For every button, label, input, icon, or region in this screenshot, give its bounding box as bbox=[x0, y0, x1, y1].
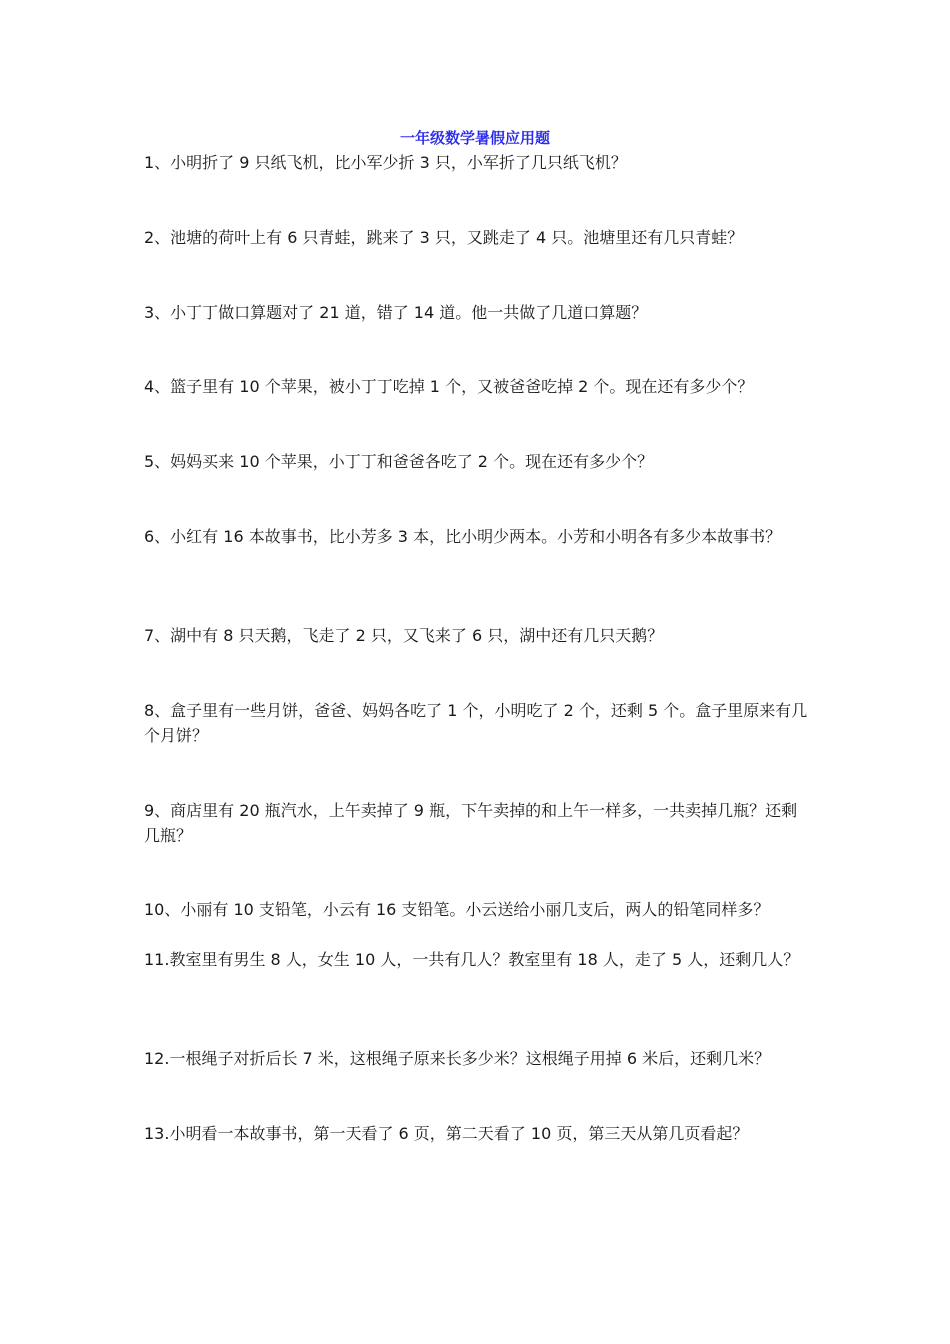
question-5: 5、妈妈买来 10 个苹果，小丁丁和爸爸各吃了 2 个。现在还有多少个？ bbox=[144, 452, 654, 471]
question-9: 9、商店里有 20 瓶汽水，上午卖掉了 9 瓶，下午卖掉的和上午一样多，一共卖掉几瓶？还剩几瓶？ bbox=[144, 801, 798, 845]
question-6: 6、小红有 16 本故事书，比小芳多 3 本，比小明少两本。小芳和小明各有多少本故事书？ bbox=[144, 527, 782, 546]
question-4: 4、篮子里有 10 个苹果，被小丁丁吃掉 1 个，又被爸爸吃掉 2 个。现在还有多少个？ bbox=[144, 377, 754, 396]
document-title: 一年级数学暑假应用题 bbox=[399, 129, 550, 147]
question-12: 12.一根绳子对折后长 7 米，这根绳子原来长多少米？这根绳子用掉 6 米后，还剩几米？ bbox=[144, 1049, 771, 1068]
question-10: 10、小丽有 10 支铅笔，小云有 16 支铅笔。小云送给小丽几支后，两人的铅笔同样多？ bbox=[144, 900, 770, 919]
question-3: 3、小丁丁做口算题对了 21 道，错了 14 道。他一共做了几道口算题？ bbox=[144, 303, 648, 322]
question-13: 13.小明看一本故事书，第一天看了 6 页，第二天看了 10 页，第三天从第几页看起？ bbox=[144, 1124, 749, 1143]
question-2: 2、池塘的荷叶上有 6 只青蛙，跳来了 3 只，又跳走了 4 只。池塘里还有几只青蛙？ bbox=[144, 228, 744, 247]
question-8: 8、盒子里有一些月饼，爸爸、妈妈各吃了 1 个，小明吃了 2 个，还剩 5 个。盒子里原来有几个月饼？ bbox=[144, 701, 808, 745]
question-1: 1、小明折了 9 只纸飞机，比小军少折 3 只，小军折了几只纸飞机？ bbox=[144, 153, 627, 172]
question-11: 11.教室里有男生 8 人，女生 10 人，一共有几人？教室里有 18 人，走了 5 人，还剩几人？ bbox=[144, 950, 800, 969]
question-7: 7、湖中有 8 只天鹅，飞走了 2 只，又飞来了 6 只，湖中还有几只天鹅？ bbox=[144, 626, 664, 645]
